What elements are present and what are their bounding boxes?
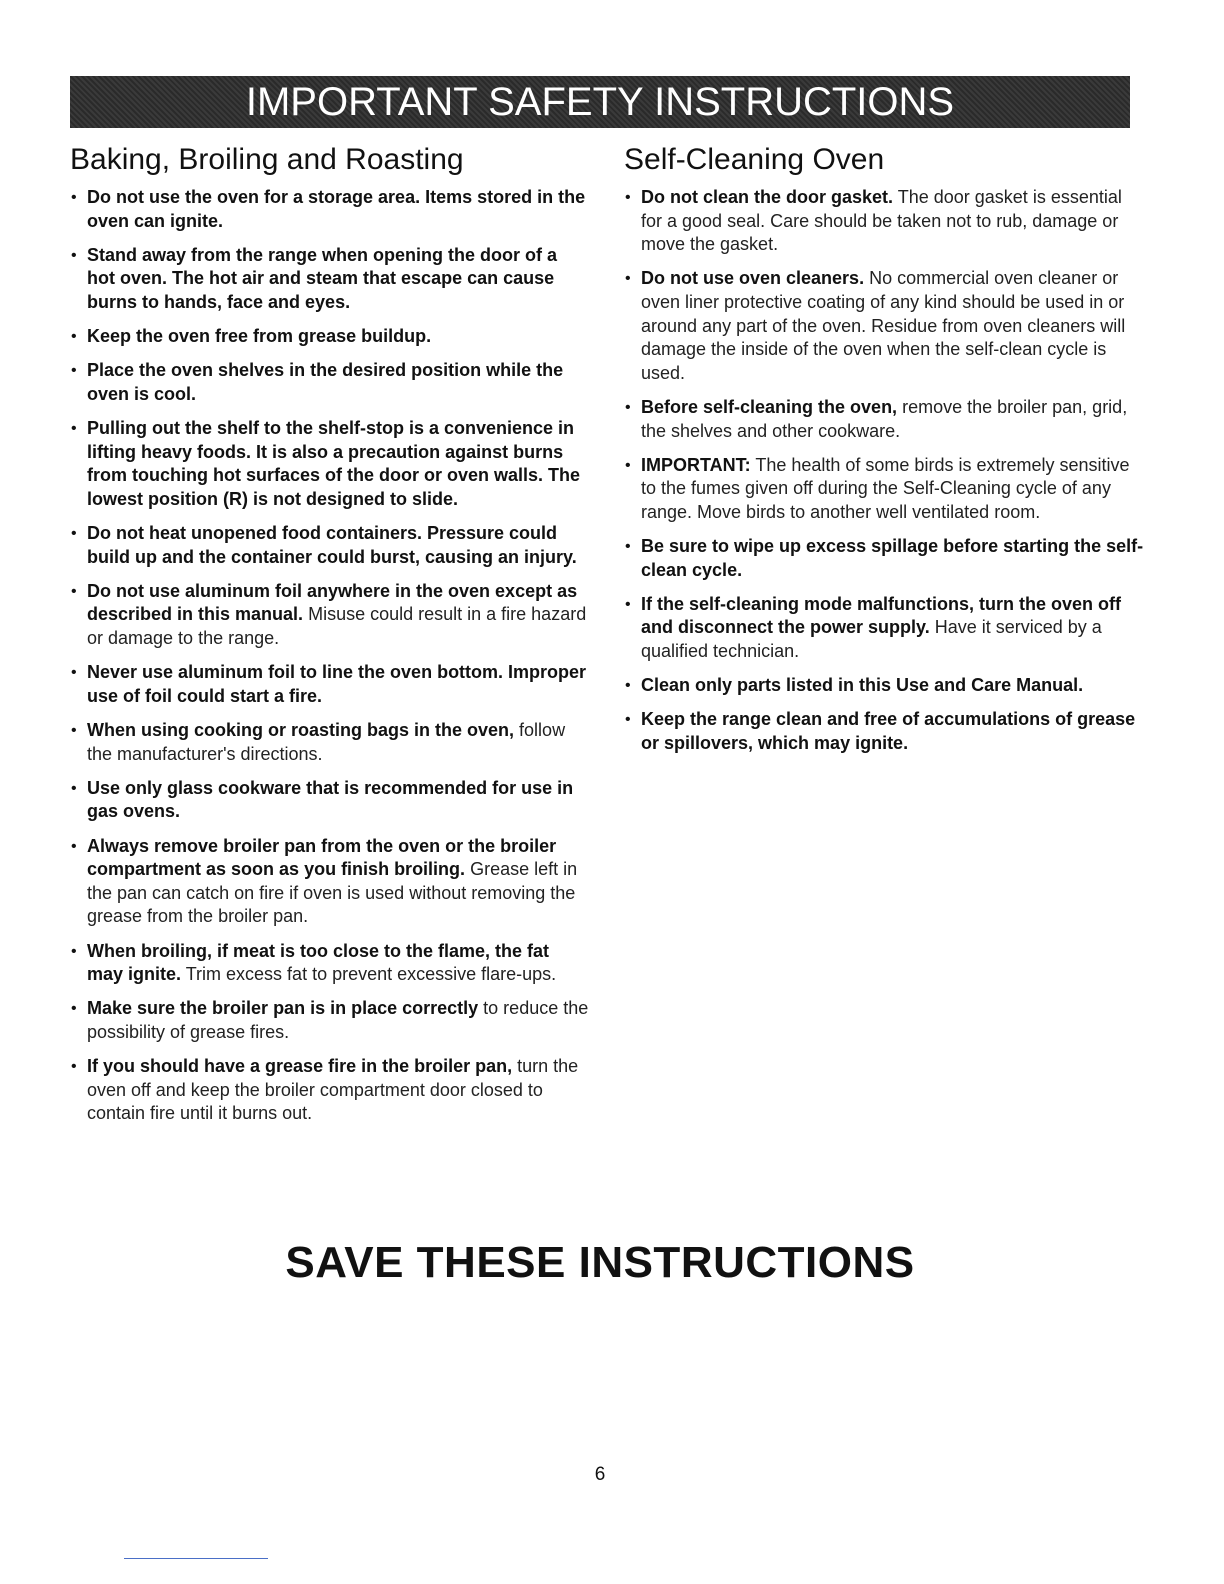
- list-item: [70, 359, 590, 406]
- instruction-bold-text: When broiling, if meat is too close to the flame, the fat may ignite.: [87, 940, 550, 985]
- list-item: [70, 186, 590, 233]
- instruction-bold-text: Do not heat unopened food containers. Pressure could build up and the container could burst, causing an injury.: [87, 523, 577, 567]
- list-item: [70, 325, 590, 349]
- left-column: [70, 142, 590, 1137]
- footer-rule: [124, 1558, 268, 1559]
- list-item: [624, 593, 1144, 664]
- list-item: [624, 674, 1144, 698]
- instruction-bold-text: Pulling out the shelf to the shelf-stop is a convenience in lifting heavy foods. It is also a precaution against burns from touching hot surfaces of the door or oven walls. The lowest position (R) is not designed to slide.: [87, 418, 581, 509]
- instruction-bold-text: IMPORTANT:: [641, 454, 751, 475]
- instruction-bold-text: If you should have a grease fire in the broiler pan,: [87, 1056, 513, 1077]
- list-item: [70, 777, 590, 824]
- list-item: [624, 396, 1144, 443]
- list-item: [624, 267, 1144, 385]
- instruction-bold-text: Never use aluminum foil to line the oven bottom. Improper use of foil could start a fire.: [87, 662, 587, 706]
- list-item: [70, 997, 590, 1044]
- baking-instructions-list: [70, 186, 590, 1126]
- instruction-bold-text: Do not use aluminum foil anywhere in the oven except as described in this manual.: [87, 580, 578, 625]
- instruction-bold-text: If the self-cleaning mode malfunctions, turn the oven off and disconnect the power supply.: [641, 593, 1122, 638]
- instruction-bold-text: Always remove broiler pan from the oven or the broiler compartment as soon as you finish broiling.: [87, 835, 557, 880]
- list-item: [70, 719, 590, 766]
- instruction-detail-text: remove the broiler pan, grid, the shelves and other cookware.: [641, 396, 1128, 441]
- section-title-baking: Baking, Broiling and Roasting: [70, 143, 464, 176]
- save-instructions-heading: SAVE THESE INSTRUCTIONS: [285, 1238, 915, 1287]
- list-item: [70, 940, 590, 987]
- list-item: [624, 454, 1144, 525]
- page-number: 6: [594, 1464, 606, 1485]
- instruction-bold-text: Do not use the oven for a storage area. Items stored in the oven can ignite.: [87, 187, 586, 231]
- instruction-bold-text: Clean only parts listed in this Use and Care Manual.: [641, 675, 1084, 696]
- instruction-detail-text: to reduce the possibility of grease fires.: [87, 998, 589, 1042]
- instruction-bold-text: Be sure to wipe up excess spillage before starting the self-clean cycle.: [641, 536, 1144, 580]
- self-cleaning-instructions-list: [624, 186, 1144, 756]
- instruction-detail-text: No commercial oven cleaner or oven liner protective coating of any kind should be used in or around any part of the oven. Residue from oven cleaners will damage the inside of the oven when the self-clean cycle is used.: [641, 268, 1126, 383]
- instruction-detail-text: turn the oven off and keep the broiler compartment door closed to contain fire until it burns out.: [87, 1056, 579, 1124]
- instruction-detail-text: Grease left in the pan can catch on fire if oven is used without removing the grease from the broiler pan.: [87, 859, 578, 927]
- banner-title: IMPORTANT SAFETY INSTRUCTIONS: [245, 80, 955, 124]
- instruction-bold-text: Use only glass cookware that is recommended for use in gas ovens.: [87, 777, 574, 822]
- list-item: [70, 661, 590, 708]
- instruction-bold-text: Place the oven shelves in the desired position while the oven is cool.: [87, 360, 564, 404]
- instruction-detail-text: The door gasket is essential for a good seal. Care should be taken not to rub, damage or move the gasket.: [641, 187, 1122, 255]
- instruction-detail-text: The health of some birds is extremely sensitive to the fumes given off during the Self-Cleaning cycle of any range. Move birds to another well ventilated room.: [641, 454, 1130, 522]
- list-item: [70, 244, 590, 315]
- instruction-detail-text: Have it serviced by a qualified technician.: [641, 617, 1102, 662]
- list-item: [624, 186, 1144, 257]
- list-item: [70, 417, 590, 511]
- instruction-detail-text: Trim excess fat to prevent excessive flare-ups.: [185, 964, 557, 985]
- list-item: [70, 522, 590, 569]
- instruction-detail-text: Misuse could result in a fire hazard or damage to the range.: [87, 604, 587, 649]
- list-item: [70, 835, 590, 929]
- section-title-self-cleaning: Self-Cleaning Oven: [624, 143, 885, 176]
- instruction-bold-text: Do not clean the door gasket.: [641, 187, 894, 207]
- list-item: [70, 580, 590, 651]
- instruction-bold-text: Do not use oven cleaners.: [641, 268, 865, 289]
- list-item: [624, 708, 1144, 755]
- list-item: [624, 535, 1144, 582]
- instruction-detail-text: follow the manufacturer's directions.: [87, 720, 566, 764]
- instruction-bold-text: Keep the oven free from grease buildup.: [87, 326, 432, 347]
- instruction-bold-text: Keep the range clean and free of accumulations of grease or spillovers, which may ignite.: [641, 709, 1136, 754]
- instruction-bold-text: Before self-cleaning the oven,: [641, 396, 898, 417]
- instruction-bold-text: Make sure the broiler pan is in place correctly: [87, 998, 479, 1019]
- instruction-bold-text: Stand away from the range when opening the door of a hot oven. The hot air and steam that escape can cause burns to hands, face and eyes.: [87, 244, 558, 312]
- instruction-bold-text: When using cooking or roasting bags in the oven,: [87, 720, 515, 741]
- right-column: [624, 142, 1144, 766]
- list-item: [70, 1055, 590, 1126]
- header-banner: [70, 76, 1130, 128]
